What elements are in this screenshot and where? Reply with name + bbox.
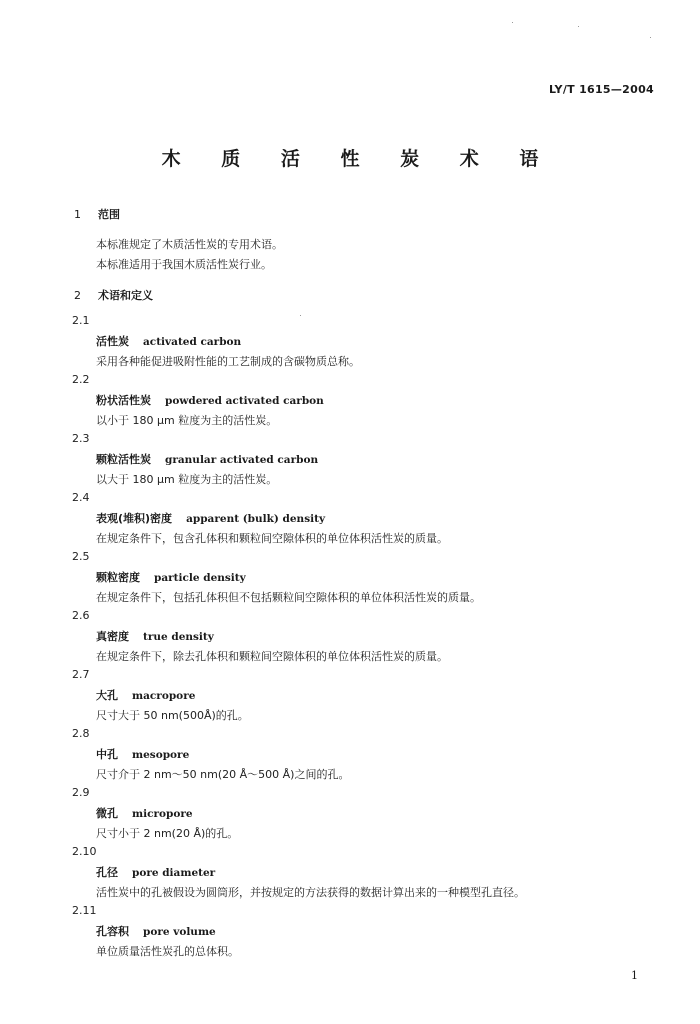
term-number: 2.10 xyxy=(72,845,97,858)
page-number: 1 xyxy=(631,969,638,982)
term-name xyxy=(96,392,324,408)
term-number: 2.6 xyxy=(72,609,90,622)
term-entry xyxy=(0,786,700,846)
term-definition: 在规定条件下，包含孔体积和颗粒间空隙体积的单位体积活性炭的质量。 xyxy=(96,532,448,545)
term-number: 2.4 xyxy=(72,491,90,504)
term-definition: 尺寸大于 50 nm(500Å)的孔。 xyxy=(96,709,249,722)
term-name xyxy=(96,687,195,703)
term-entry xyxy=(0,845,700,905)
term-definition: 采用各种能促进吸附性能的工艺制成的含碳物质总称。 xyxy=(96,355,360,368)
section-title: 术语和定义 xyxy=(98,289,153,302)
term-entry xyxy=(0,904,700,964)
document-title: 木 质 活 性 炭 术 语 xyxy=(161,148,556,170)
term-english: granular activated carbon xyxy=(165,454,319,466)
term-english: activated carbon xyxy=(143,336,242,348)
term-chinese: 颗粒密度 xyxy=(96,571,140,584)
term-number: 2.8 xyxy=(72,727,90,740)
term-entry xyxy=(0,491,700,551)
term-chinese: 微孔 xyxy=(96,807,118,820)
scope-paragraph: 本标准适用于我国木质活性炭行业。 xyxy=(96,258,272,271)
term-entry xyxy=(0,668,700,728)
term-number: 2.11 xyxy=(72,904,97,917)
term-english: true density xyxy=(143,631,214,643)
term-name xyxy=(96,864,215,880)
term-chinese: 真密度 xyxy=(96,630,129,643)
section-2-heading xyxy=(74,287,153,303)
section-number: 2 xyxy=(74,289,81,302)
term-definition: 尺寸介于 2 nm～50 nm(20 Å～500 Å)之间的孔。 xyxy=(96,768,350,781)
term-chinese: 活性炭 xyxy=(96,335,129,348)
term-english: pore diameter xyxy=(132,867,216,879)
section-title: 范围 xyxy=(98,208,120,221)
term-entry xyxy=(0,314,700,374)
term-entry xyxy=(0,609,700,669)
term-english: mesopore xyxy=(132,749,190,761)
term-english: powdered activated carbon xyxy=(165,395,324,407)
term-number: 2.7 xyxy=(72,668,90,681)
term-english: micropore xyxy=(132,808,193,820)
term-name xyxy=(96,569,246,585)
scope-paragraph: 本标准规定了木质活性炭的专用术语。 xyxy=(96,238,283,251)
term-entry xyxy=(0,550,700,610)
term-definition: 尺寸小于 2 nm(20 Å)的孔。 xyxy=(96,827,239,840)
term-chinese: 表观(堆积)密度 xyxy=(96,512,173,525)
term-number: 2.3 xyxy=(72,432,90,445)
term-name xyxy=(96,746,189,762)
term-name xyxy=(96,805,193,821)
term-chinese: 孔径 xyxy=(96,866,118,879)
term-definition: 单位质量活性炭孔的总体积。 xyxy=(96,945,239,958)
term-english: particle density xyxy=(154,572,246,584)
term-chinese: 孔容积 xyxy=(96,925,129,938)
term-name xyxy=(96,510,325,526)
term-name xyxy=(96,628,214,644)
section-1-heading xyxy=(74,206,120,222)
term-english: pore volume xyxy=(143,926,216,938)
term-english: apparent (bulk) density xyxy=(186,513,326,525)
term-definition: 在规定条件下，包括孔体积但不包括颗粒间空隙体积的单位体积活性炭的质量。 xyxy=(96,591,481,604)
term-name xyxy=(96,451,318,467)
term-name xyxy=(96,923,216,939)
term-chinese: 颗粒活性炭 xyxy=(96,453,151,466)
term-definition: 以小于 180 μm 粒度为主的活性炭。 xyxy=(96,414,278,427)
term-entry xyxy=(0,727,700,787)
section-number: 1 xyxy=(74,208,81,221)
term-chinese: 中孔 xyxy=(96,748,118,761)
term-number: 2.1 xyxy=(72,314,90,327)
term-definition: 以大于 180 μm 粒度为主的活性炭。 xyxy=(96,473,278,486)
term-definition: 活性炭中的孔被假设为圆筒形，并按规定的方法获得的数据计算出来的一种模型孔直径。 xyxy=(96,886,525,899)
standard-code: LY/T 1615—2004 xyxy=(548,83,654,96)
term-entry xyxy=(0,432,700,492)
term-english: macropore xyxy=(132,690,196,702)
term-name xyxy=(96,333,241,349)
term-number: 2.9 xyxy=(72,786,90,799)
term-number: 2.2 xyxy=(72,373,90,386)
term-definition: 在规定条件下，除去孔体积和颗粒间空隙体积的单位体积活性炭的质量。 xyxy=(96,650,448,663)
term-entry xyxy=(0,373,700,433)
term-number: 2.5 xyxy=(72,550,90,563)
term-chinese: 大孔 xyxy=(96,689,118,702)
term-chinese: 粉状活性炭 xyxy=(96,394,151,407)
